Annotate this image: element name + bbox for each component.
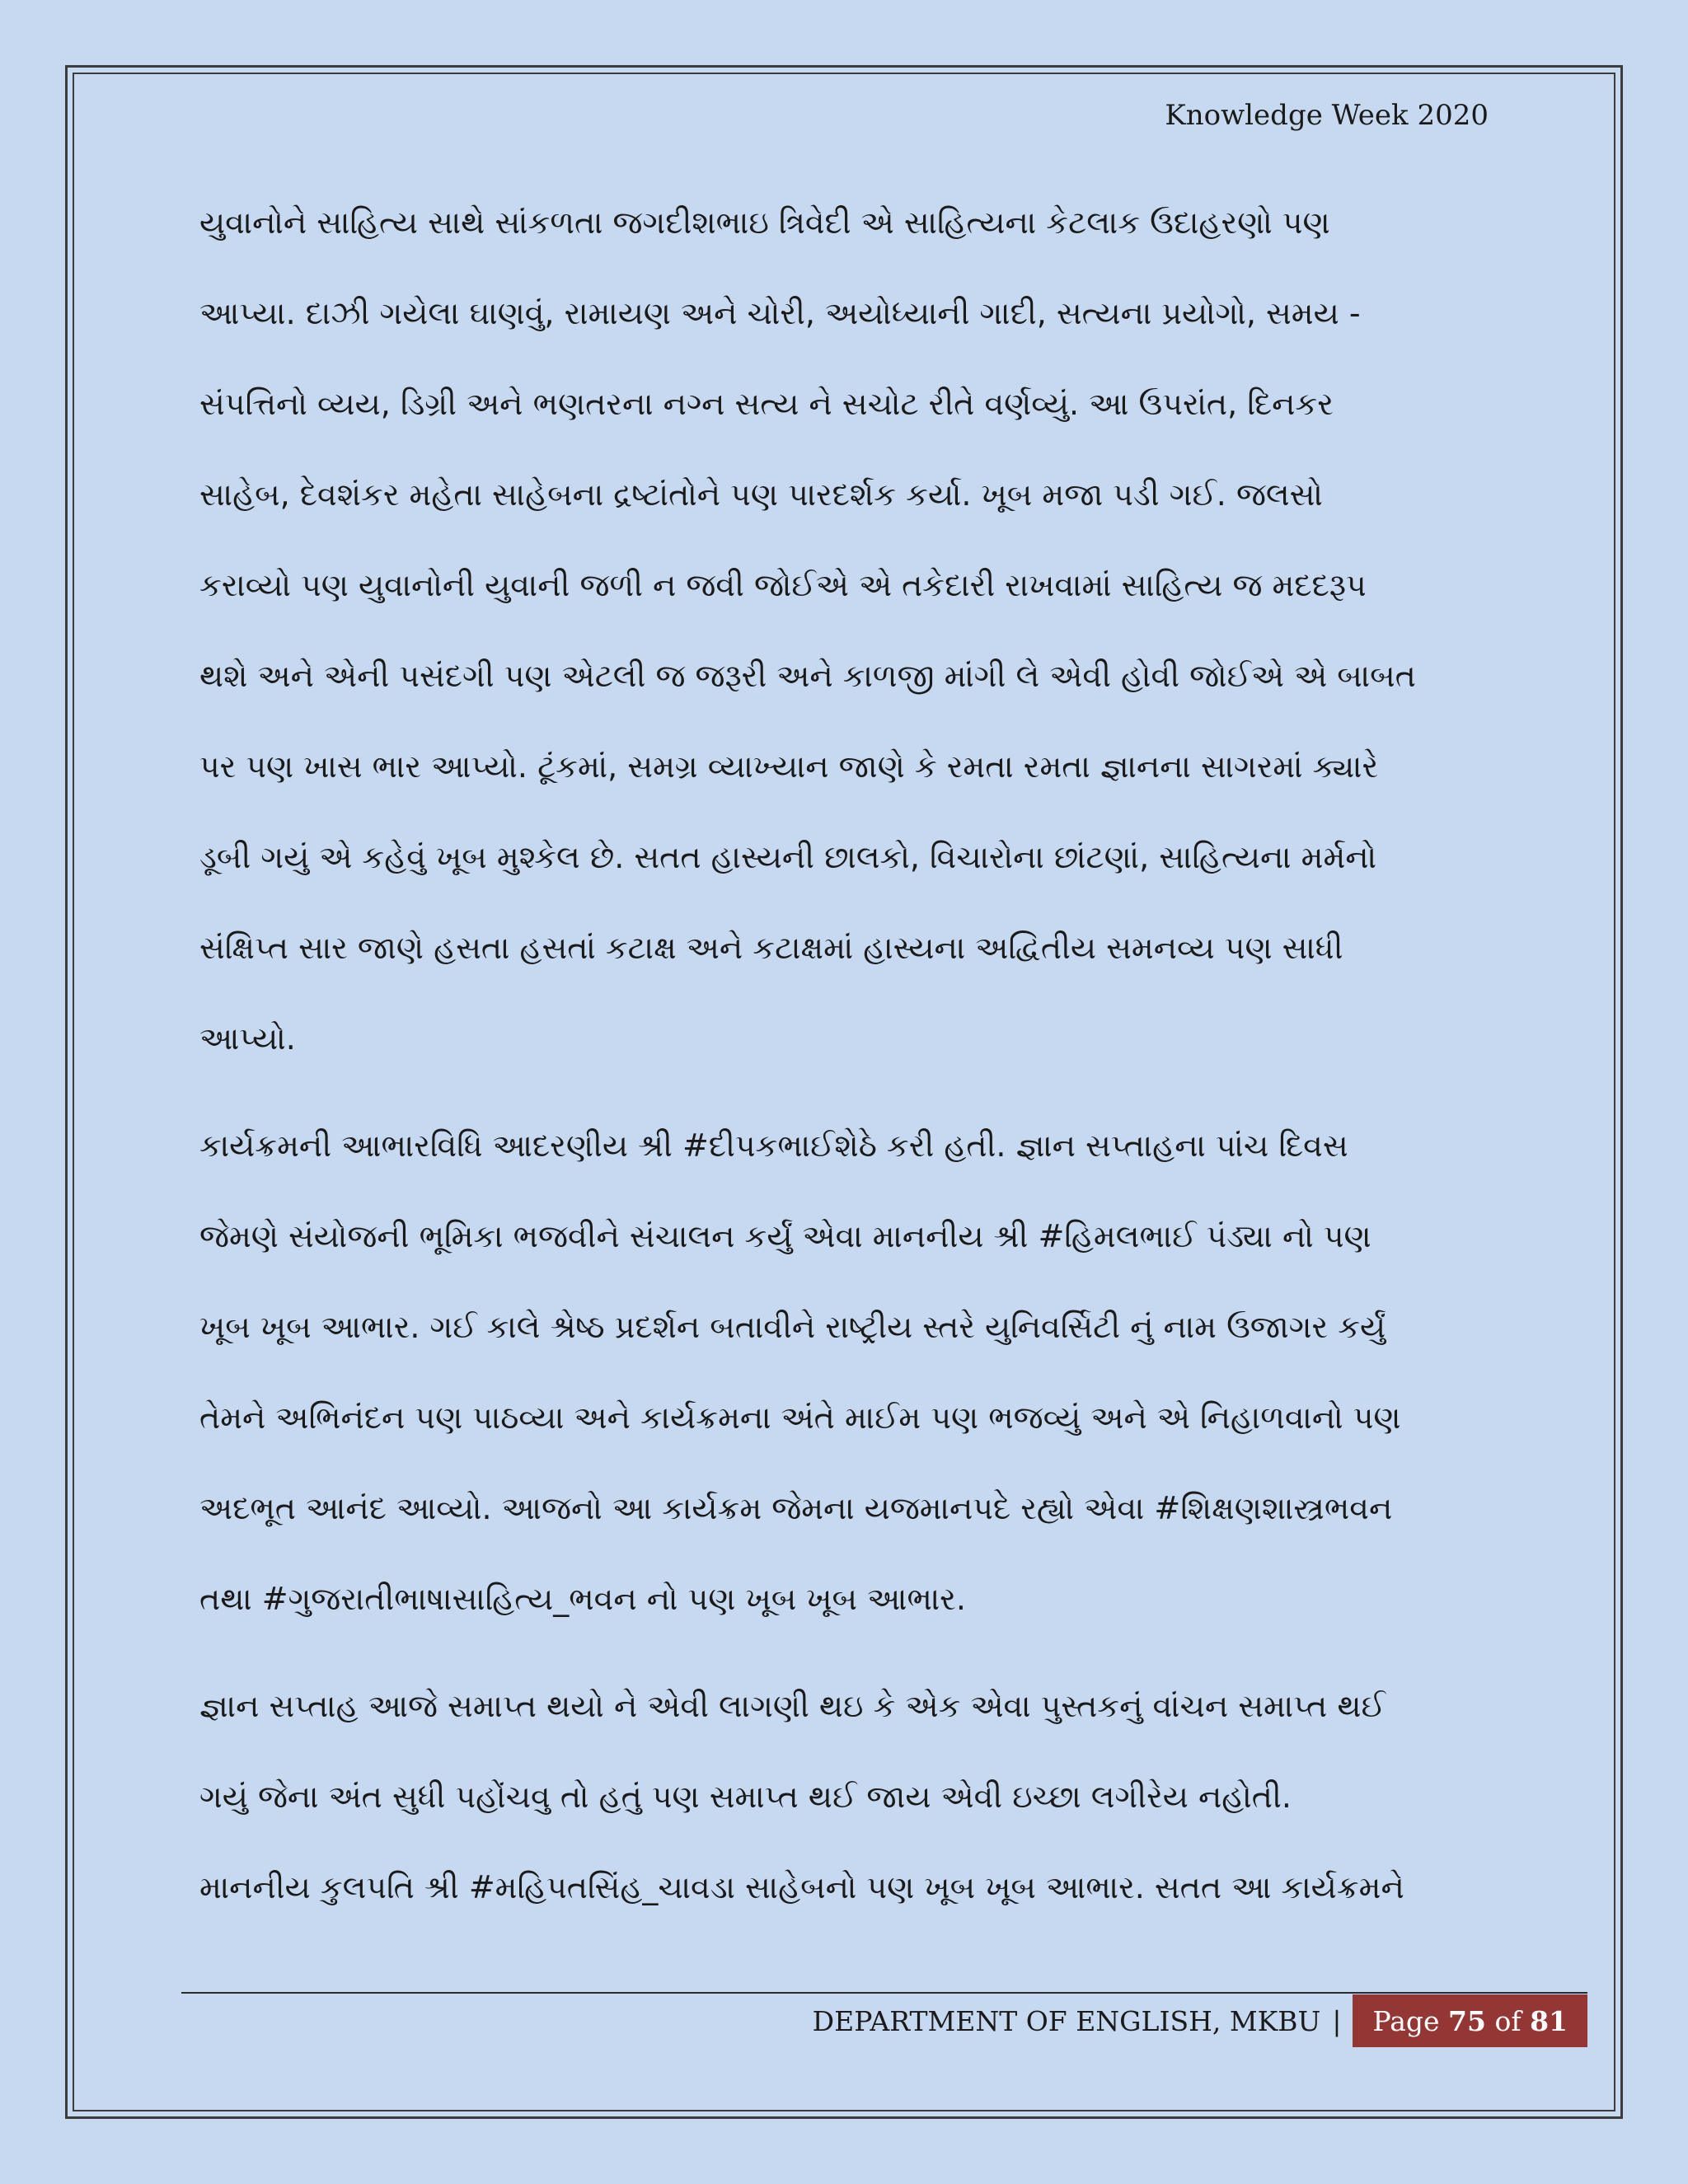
paragraph-gap — [199, 1657, 1502, 1673]
page-total: 81 — [1530, 2004, 1568, 2037]
text-line: ગયું જેના અંત સુધી પહોંચવુ તો હતું પણ સમાપ્ત થઈ જાય એવી ઇચ્છા લગીરેય નહોતી. — [199, 1779, 1292, 1815]
text-line: આપ્યો. — [199, 1020, 296, 1057]
paragraph-gap — [199, 1096, 1502, 1113]
page-of-label: of — [1494, 2004, 1522, 2037]
footer-divider — [181, 1992, 1587, 1994]
text-line: જેમણે સંયોજની ભૂમિકા ભજવીને સંચાલન કર્યું એવા માનનીય શ્રી #હિમલભાઈ પંડ્યા નો પણ — [199, 1218, 1372, 1254]
text-line: ડૂબી ગયું એ કહેવું ખૂબ મુશ્કેલ છે. સતત હાસ્યની છાલકો, વિચારોના છાંટણાં, સાહિત્યના મર્મનો — [199, 839, 1377, 875]
text-line: આપ્યા. દાઝી ગયેલા ઘાણવું, રામાયણ અને ચોરી, અયોધ્યાની ગાદી, સત્યના પ્રયોગો, સમય - — [199, 295, 1361, 331]
text-line: અદભૂત આનંદ આવ્યો. આજનો આ કાર્યક્રમ જેમના યજમાનપદે રહ્યો એવા #શિક્ષણશાસ્ત્રભવન — [199, 1490, 1393, 1526]
text-line: સાહેબ, દેવશંકર મહેતા સાહેબના દ્રષ્ટાંતોને પણ પારદર્શક કર્યા. ખૂબ મજા પડી ગઈ. જલસો — [199, 476, 1323, 513]
page-header-title: Knowledge Week 2020 — [1165, 99, 1489, 132]
text-line: યુવાનોને સાહિત્ય સાથે સાંકળતા જગદીશભાઇ ત્રિવેદી એ સાહિત્યના કેટલાક ઉદાહરણો પણ — [199, 204, 1330, 241]
document-body — [199, 190, 1502, 1945]
text-line: કાર્યક્રમની આભારવિધિ આદરણીય શ્રી #દીપકભાઈશેઠે કરી હતી. જ્ઞાન સપ્તાહના પાંચ દિવસ — [199, 1127, 1348, 1164]
text-line: સંપત્તિનો વ્યય, ડિગ્રી અને ભણતરના નગ્ન સત્ય ને સચોટ રીતે વર્ણવ્યું. આ ઉપરાંત, દિનકર — [199, 386, 1334, 422]
footer-department: DEPARTMENT OF ENGLISH, MKBU — [812, 2004, 1321, 2037]
text-line: પર પણ ખાસ ભાર આપ્યો. ટૂંકમાં, સમગ્ર વ્યાખ્યાન જાણે કે રમતા રમતા જ્ઞાનના સાગરમાં ક્યારે — [199, 748, 1379, 785]
paragraph-1 — [199, 190, 1502, 1096]
page-current: 75 — [1448, 2004, 1486, 2037]
text-line: જ્ઞાન સપ્તાહ આજે સમાપ્ત થયો ને એવી લાગણી થઇ કે એક એવા પુસ્તકનું વાંચન સમાપ્ત થઈ — [199, 1688, 1386, 1724]
text-line: તેમને અભિનંદન પણ પાઠવ્યા અને કાર્યક્રમના અંતે માઈમ પણ ભજવ્યું અને એ નિહાળવાનો પણ — [199, 1399, 1401, 1436]
paragraph-3 — [199, 1673, 1502, 1945]
text-line: ખૂબ ખૂબ આભાર. ગઈ કાલે શ્રેષ્ઠ પ્રદર્શન બતાવીને રાષ્ટ્રીય સ્તરે યુનિવર્સિટી નું નામ ઉજાગર કર્યું — [199, 1309, 1386, 1345]
footer-separator: | — [1332, 2004, 1342, 2037]
text-line: માનનીય કુલપતિ શ્રી #મહિપતસિંહ_ચાવડા સાહેબનો પણ ખૂબ ખૂબ આભાર. સતત આ કાર્યક્રમને — [199, 1869, 1404, 1905]
paragraph-2 — [199, 1113, 1502, 1657]
text-line: થશે અને એની પસંદગી પણ એટલી જ જરૂરી અને કાળજી માંગી લે એવી હોવી જોઈએ એ બાબત — [199, 658, 1416, 694]
text-line: કરાવ્યો પણ યુવાનોની યુવાની જળી ન જવી જોઈએ એ તકેદારી રાખવામાં સાહિત્ય જ મદદરૂપ — [199, 567, 1367, 603]
text-line: સંક્ષિપ્ત સાર જાણે હસતા હસતાં કટાક્ષ અને કટાક્ષમાં હાસ્યના અદ્વિતીય સમનવ્ય પણ સાધી — [199, 930, 1343, 966]
text-line: તથા #ગુજરાતીભાષાસાહિત્ય_ભવન નો પણ ખૂબ ખૂબ આભાર. — [199, 1581, 966, 1617]
page-number-badge — [1353, 1994, 1587, 2047]
page-footer — [813, 1994, 1587, 2047]
page-label: Page — [1372, 2004, 1440, 2037]
